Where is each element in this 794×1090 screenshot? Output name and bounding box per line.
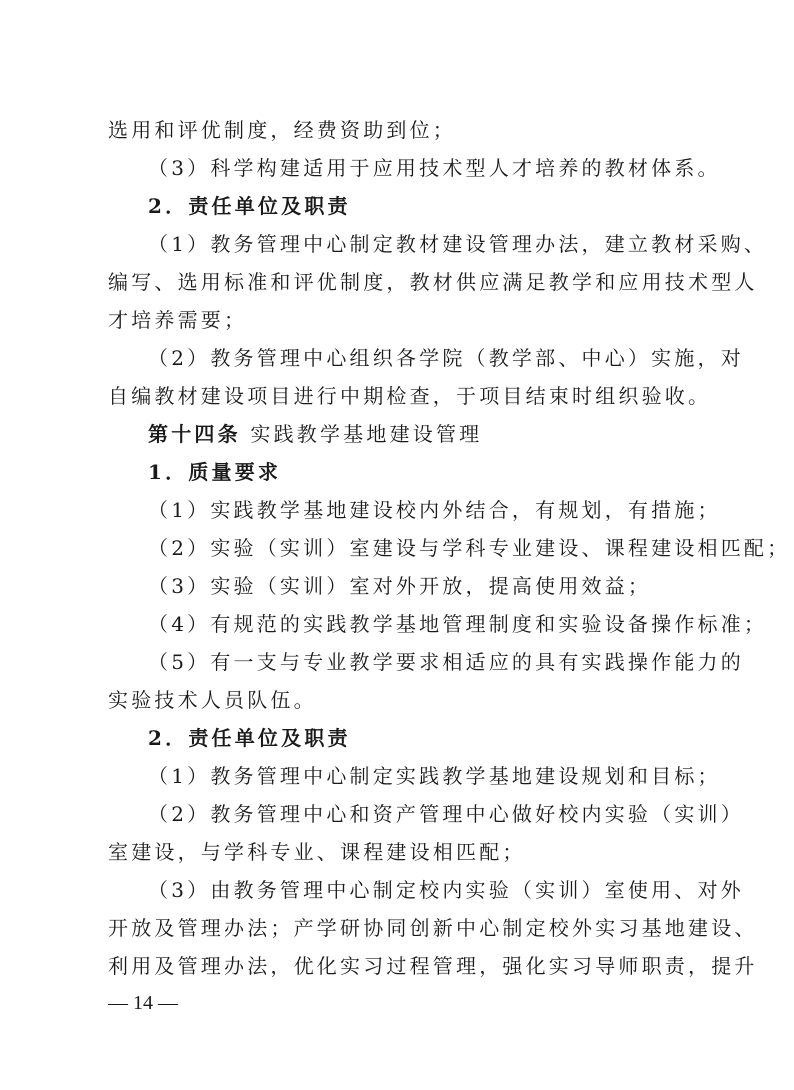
list-item: （2）教务管理中心和资产管理中心做好校内实验（实训）: [148, 802, 744, 826]
article-label: 第十四条: [148, 422, 241, 446]
list-item: （1）教务管理中心制定实践教学基地建设规划和目标；: [148, 764, 721, 788]
text-line: 开放及管理办法；产学研协同创新中心制定校外实习基地建设、: [108, 916, 758, 940]
text-line: 才培养需要；: [108, 308, 248, 332]
list-item: （1）实践教学基地建设校内外结合，有规划，有措施；: [148, 498, 721, 522]
page-number: — 14 —: [108, 992, 178, 1014]
list-item: （2）教务管理中心组织各学院（教学部、中心）实施，对: [148, 346, 744, 370]
list-item: （3）实验（实训）室对外开放，提高使用效益；: [148, 574, 652, 598]
list-item: （5）有一支与专业教学要求相适应的具有实践操作能力的: [148, 650, 744, 674]
list-item: （4）有规范的实践教学基地管理制度和实验设备操作标准；: [148, 612, 768, 636]
text-line: 编写、选用标准和评优制度，教材供应满足教学和应用技术型人: [108, 270, 758, 294]
text-line: 选用和评优制度，经费资助到位；: [108, 118, 456, 142]
section-heading: 1．质量要求: [148, 460, 282, 484]
article-heading: [0, 421, 794, 447]
list-item: （2）实验（实训）室建设与学科专业建设、课程建设相匹配；: [148, 536, 791, 560]
section-heading: 2．责任单位及职责: [148, 726, 351, 750]
list-item: （1）教务管理中心制定教材建设管理办法，建立教材采购、: [148, 232, 768, 256]
section-heading: 2．责任单位及职责: [148, 194, 351, 218]
list-item: （3）由教务管理中心制定校内实验（实训）室使用、对外: [148, 878, 744, 902]
text-line: 室建设，与学科专业、课程建设相匹配；: [108, 840, 526, 864]
text-line: 利用及管理办法，优化实习过程管理，强化实习导师职责，提升: [108, 954, 758, 978]
list-item: （3）科学构建适用于应用技术型人才培养的教材体系。: [148, 156, 721, 180]
text-line: 自编教材建设项目进行中期检查，于项目结束时组织验收。: [108, 384, 712, 408]
article-title: 实践教学基地建设管理: [250, 422, 483, 446]
text-line: 实验技术人员队伍。: [108, 688, 317, 712]
